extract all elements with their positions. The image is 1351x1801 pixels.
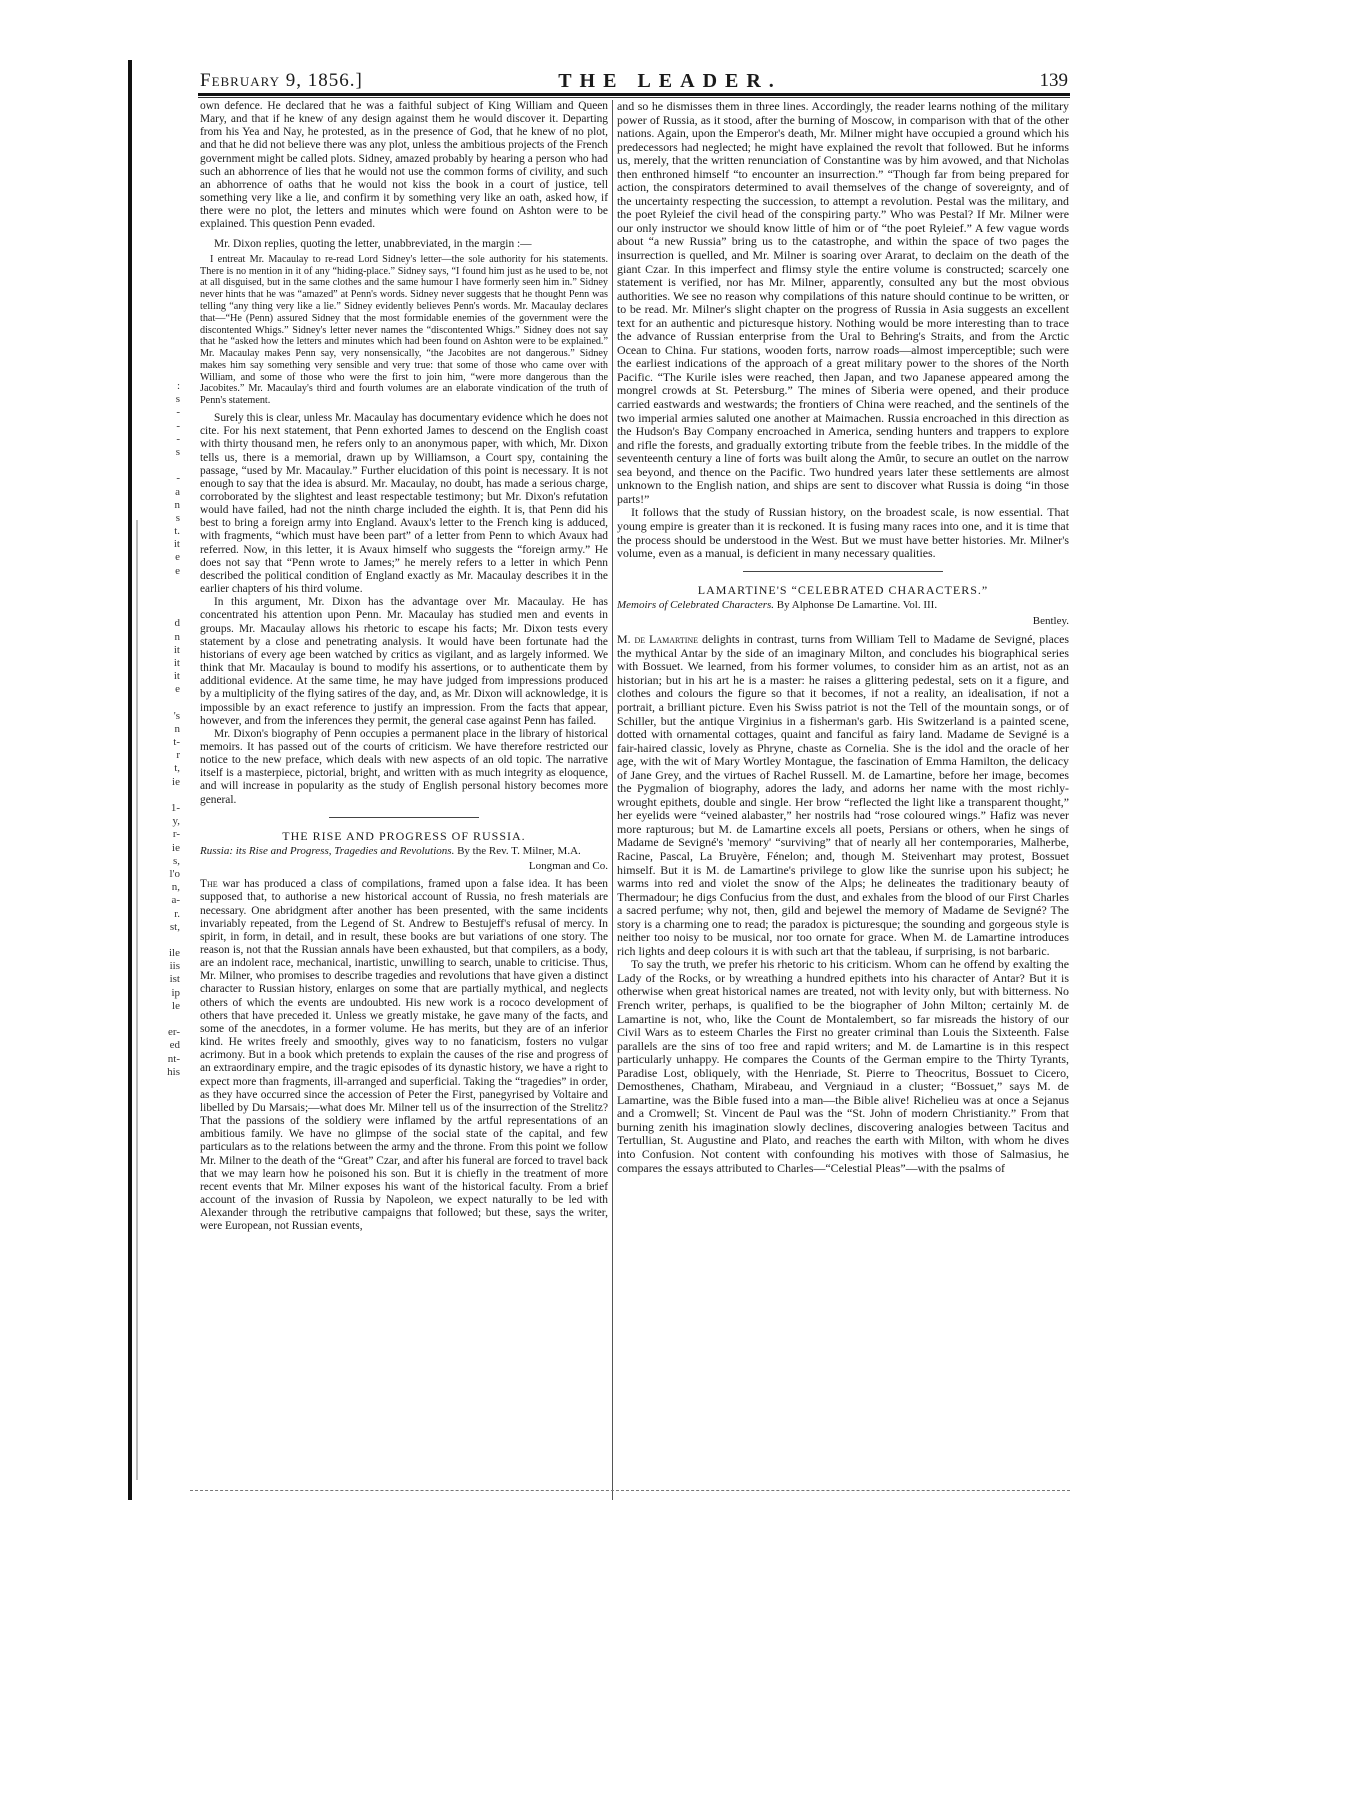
margin-fragment xyxy=(140,578,180,591)
paragraph-text: war has produced a class of compilations, framed upon a false idea. It has been supposed that, to authorise a new historical account of Russia, no fresh materials are necessary. One abridgment after another has been presented, with the same incidents invariably repeated, from the Legend of St. Andrew to Bestujeff's refusal of mercy. In spirit, in form, in detail, and in result, these books are but variations of one story. The reason is, not that the Russian annals have been exhausted, but that compilers, as a body, are an indolent race, mechanical, inartistic, unwilling to search, unable to criticise. Thus, Mr. Milner, who promises to describe tragedies and revolutions that have given a distinct character to Russian history, enlarges on some that are partially mythical, and neglects others of which the events are undoubted. His new work is a rococo development of others that have preceded it. Unless we greatly mistake, he gave many of the facts, and some of the anecdotes, in a former volume. He has merits, but they are of an inferior kind. He writes freely and smoothly, gives way to no fanaticism, fosters no vulgar acrimony. But in a book which pretends to explain the causes of the rise and progress of an extraordinary empire, and the tragic episodes of its dynastic history, we have a right to expect more than fragments, ill-arranged and superficial. Taking the “tragedies” in order, as they have occurred since the accession of Peter the First, panegyrised by Voltaire and libelled by Du Marsais;—what does Mr. Milner tell us of the insurrection of the Strelitz? That the passions of the soldiery were inflamed by the artful representations of an ambitious family. We have no glimpse of the social state of the capital, and few particulars as to the relations between the army and the throne. From this point we follow Mr. Milner to the death of the “Great” Czar, and after his funeral are forced to travel back that we may learn how he poisoned his son. But it is chiefly in the treatment of more recent events that Mr. Milner exposes his want of the historical faculty. From a brief account of the invasion of Russia by Napoleon, we expect naturally to be led with Alexander through the retributive campaigns that followed; but these, says the writer, were European, not Russian events, xyxy=(200,878,608,1233)
margin-fragment: ie xyxy=(172,775,180,788)
page-binding-edge xyxy=(128,60,132,1500)
paragraph-text: delights in contrast, turns from William Tell to Madame de Sevigné, places the mythical Antar by the side of an imaginary Milton, and concludes his biographical series with Bossuet. We learned, from his former volumes, to consider him as an artist, not as an historian; but in his art he is a master: he raises a glittering pedestal, sets on it a figure, and clothes and colours the figure so that it becomes, if not a reality, an idealisation, if not a portrait, a brilliant picture. Even his Swiss patriot is not the Tell of the mountain songs, or of Schiller, but the antique Virginius in a fisherman's garb. His Switzerland is a painted scene, dotted with ornamental cottages, quaint and fanciful as fairy land. Madame de Sevigné is a fair-haired classic, lovely as Phryne, chaste as Cornelia. She is the idol and the oracle of her age, with the wit of Mary Wortley Montague, the fascination of Emma Hamilton, the delicacy of Jane Grey, and the virtues of Rachel Russell. M. de Lamartine, before her image, becomes the Pygmalion of biography, adores the lady, and adorns her name with the most richly-wrought epithets, double and single. Her brow “reflected the light like a transparent thought,” her eyelids were “veined alabaster,” her nostrils had “rose coloured wings.” Hafiz was never more rapturous; but M. de Lamartine excels all poets, Persians or others, when he sings of Madame de Sevigné's 'memory' “surviving” that of nearly all her contemporaries, Malherbe, Racine, Pascal, La Bruyère, Fénelon; and, though M. Steivenhart may protest, Bossuet himself. But it is M. de Lamartine's privilege to glow like the sunrise upon his subject; he warms into red and violet the snow of the Alps; he delineates the traditionary beauty of Thermadour; he digs Confucius from the dust, and exhales from the blood of our First Charles a sacred perfume; why not, then, gild and bejewel the memory of Madame de Sevigné? The story is a charming one to read; the paradox is picturesque; the sounding and gorgeous style is neither too noisy to be musical, nor too ornate for grace. When M. de Lamartine introduces rich lights and deep colours it is with such art that the tableau, if surprising, is not barbaric. xyxy=(617,632,1069,958)
margin-fragment: t. xyxy=(174,525,180,538)
paragraph: To say the truth, we prefer his rhetoric to his criticism. Whom can he offend by exalting the Lady of the Rocks, or by wreathing a hundred epithets into his character of Antar? But it is otherwise when great historical names are treated, not with levity only, but with bitterness. No French writer, perhaps, is qualified to be the biographer of John Milton; certainly M. de Lamartine is not, who, like the Count de Montalembert, so far misreads the history of our Civil Wars as to esteem Charles the First no greater criminal than Louis the Sixteenth. False parallels are the sins of too free and rapid writers; and M. de Lamartine is in this respect particularly unhappy. He compares the Counts of the German empire to the Thirty Tyrants, Paradise Lost, obliquely, with the Henriade, St. Pierre to Theocritus, Bossuet to Cicero, Demosthenes, Chatham, Mirabeau, and Vergniaud in a cluster; “Bossuet,” says M. de Lamartine, was the Bible fused into a man—the Bible alive! Richelieu was at once a Sejanus and a Cromwell; St. Vincent de Paul was the “St. John of modern Christianity.” From that burning zenith his imagination slowly declines, discovering analogies between Tacitus and Tertullian, St. Augustine and Plato, and reaches the earth with Milton, with whom he dives into Confusion. Not content with confounding his motives with those of Salmasius, he compares the essays attributed to Charles—“Celestial Pleas”—with the psalms of xyxy=(617,957,1069,1175)
paragraph: In this argument, Mr. Dixon has the advantage over Mr. Macaulay. He has concentrated his attention upon Penn. Mr. Macaulay has studied men and events in groups. Mr. Macaulay allows his rhetoric to escape his facts; Mr. Dixon tests every statement by a close and penetrating analysis. It would have been fortunate had the historians of every age been watched by critics as vigilant, and as largely informed. We think that Mr. Macaulay is bound to modify his assertions, or to authenticate them by additional evidence. At the same time, he may have judged from impressions produced by a multiplicity of the flying satires of the day, and, as Mr. Dixon will acknowledge, it is impossible by an exact reference to justify an impression. From the facts that appear, however, and from the inferences they permit, the general case against Penn has failed. xyxy=(200,596,608,727)
margin-fragment xyxy=(140,1013,180,1026)
margin-fragment: r xyxy=(176,749,180,762)
margin-fragment: t, xyxy=(174,762,180,775)
margin-fragment xyxy=(140,789,180,802)
margin-fragment: it xyxy=(173,538,180,551)
margin-fragment: le xyxy=(172,999,180,1012)
margin-fragment: e xyxy=(175,564,180,577)
book-author: By Alphonse De Lamartine. Vol. III. xyxy=(776,599,938,612)
margin-fragment: - xyxy=(176,419,180,432)
book-citation xyxy=(200,845,608,858)
column-divider xyxy=(612,100,613,1500)
margin-fragment: : xyxy=(176,380,180,392)
margin-fragment: a xyxy=(175,485,180,498)
right-column xyxy=(617,100,1069,1175)
book-title: Memoirs of Celebrated Characters. xyxy=(617,599,775,612)
margin-fragment: s, xyxy=(172,854,180,867)
margin-fragment xyxy=(140,934,180,947)
margin-fragment: it xyxy=(173,656,180,669)
margin-fragment: - xyxy=(176,432,180,445)
masthead-title: THE LEADER. xyxy=(558,70,782,92)
margin-fragment: st, xyxy=(169,920,180,933)
section-rule xyxy=(743,571,943,572)
margin-fragment xyxy=(140,591,180,604)
margin-fragment: a- xyxy=(171,894,180,907)
margin-fragment: ie xyxy=(172,841,180,854)
adjacent-page-margin-fragments xyxy=(140,380,180,1079)
margin-fragment: his xyxy=(167,1065,180,1078)
margin-fragment: - xyxy=(176,472,180,485)
paragraph: and so he dismisses them in three lines. Accordingly, the reader learns nothing of the military power of Russia, as it stood, after the burning of Moscow, in comparison with that of the other nations. Again, upon the Emperor's death, Mr. Milner might have occupied a ground which his predecessors had neglected; he might have explained the revolt that followed. But he informs us, merely, that the written renunciation of Constantine was by him avowed, and that Nicholas then enthroned himself “to encounter an insurrection.” “Though far from being prepared for action, the conspirators determined to avail themselves of the change of sovereignty, and of the uncertainty respecting the succession, to attempt a revolution. Pestal was the military, and the poet Ryleief the civil head of the conspiring party.” Who was Pestal? If Mr. Milner were our only instructor we should know little of him or of “the poet Ryleief.” A few vague words about “a new Russia” bring us to the catastrophe, and within the space of two pages the insurrection is quelled, and Mr. Milner is soaring over Ararat, to declaim on the death of the giant Czar. In this imperfect and flimsy style the entire volume is constructed; scarcely one statement is verified, nor has Mr. Milner, apparently, consulted any but the most obvious authorities. We see no reason why compilations of this nature should continue to be written, or to be read. Mr. Milner's slight chapter on the progress of Russia in Asia suggests an excellent text for an authentic and picturesque history. Nothing would be more interesting than to trace the advance of Russian enterprise from the Ural to Behring's Straits, and from the Arctic Ocean to China. Fur stations, wooden forts, narrow roads—almost imperceptible; such were the earliest indications of the approach of a great military power to the shores of the North Pacific. “The Kurile isles were reached, then Japan, and two Japanese appeared among the mongrel crowds at St. Petersburg.” The mines of Siberia were opened, and their produce carried eastwards and westwards; the frontiers of China were reached, and the sentinels of the two imperial armies saluted one another at Maimachen. Russia encroached in this direction as the Hudson's Bay Company encroached in America, sending hunters and trappers to explore and rifle the forests, and gradually extorting tribute from the feeble tribes. In the middle of the seventeenth century a line of forts was built along the Amûr, to secure an outlet on the narrow sea beyond, and thence on the Pacific. Two hundred years later these settlements are almost unknown to the English nation, and ships are sent to discover what Russia is doing “in those parts!” xyxy=(617,99,1069,506)
paragraph: Surely this is clear, unless Mr. Macaulay has documentary evidence which he does not cite. For his next statement, that Penn exhorted James to descend on the English coast with thirty thousand men, he refers only to an anonymous paper, with which, Mr. Dixon tells us, there is a memorial, drawn up by Williamson, a Court spy, containing the passage, “used by Mr. Macaulay.” Further elucidation of this point is necessary. It is not enough to say that the idea is absurd. Mr. Macaulay, no doubt, has made a serious charge, corroborated by the slightest and least respectable testimony; but Mr. Dixon's refutation would have failed, had not the ninth charge included the eighth. It is, that Penn did his best to bring a foreign army into England. Avaux's letter to the French king is adduced, with fragments, “which must have been part” of a letter from Penn to which Avaux had referred. Now, in this letter, it is Avaux himself who suggests the “foreign army.” He does not say that “Penn wrote to James;” he merely refers to a letter in which Penn described the political condition of England exactly as Mr. Macaulay describes it in the earlier chapters of his third volume. xyxy=(200,412,608,596)
header-rule-thin xyxy=(198,97,1070,98)
section-rule xyxy=(329,817,479,818)
margin-fragment xyxy=(140,459,180,472)
margin-fragment: y, xyxy=(172,815,180,828)
page-number: 139 xyxy=(1039,70,1068,91)
article-heading-russia: THE RISE AND PROGRESS OF RUSSIA. xyxy=(282,828,526,843)
margin-fragment xyxy=(140,697,180,710)
margin-fragment: iis xyxy=(169,960,180,973)
margin-fragment: l'o xyxy=(169,867,180,880)
margin-fragment: n xyxy=(174,722,180,735)
paragraph: Mr. Dixon's biography of Penn occupies a permanent place in the library of historical memoirs. It has passed out of the courts of criticism. We have therefore restricted our notice to the new preface, which deals with new aspects of an old topic. The narrative itself is a masterpiece, pictorial, bright, and written with as much integrity as eloquence, and will increase in popularity as the study of English personal history becomes more general. xyxy=(200,727,608,806)
margin-fragment: r- xyxy=(172,828,180,841)
margin-fragment: 's xyxy=(173,709,180,722)
margin-fragment: n, xyxy=(171,881,180,894)
book-publisher: Longman and Co. xyxy=(528,860,608,873)
margin-fragment: s xyxy=(175,393,180,406)
margin-fragment: s xyxy=(175,445,180,458)
issue-date: February 9, 1856.] xyxy=(200,70,363,91)
margin-fragment: ile xyxy=(169,947,180,960)
lead-word: The xyxy=(200,878,218,891)
article-heading-lamartine: LAMARTINE'S “CELEBRATED CHARACTERS.” xyxy=(697,582,989,597)
margin-fragment: d xyxy=(174,617,180,630)
quote-text: I entreat Mr. Macaulay to re-read Lord Sidney's letter—the sole authority for his statements. There is no mention in it of any “hiding-place.” Sidney says, “I found him just as he used to be, not at all disguised, but in the same clothes and the same humour I have formerly seen him in.” Sidney never hints that he was “amazed” at Penn's words. Sidney never suggests that he thought Penn was telling “any thing very like a lie.” Sidney evidently believes Penn's words. Mr. Macaulay declares that—“He (Penn) assured Sidney that the most formidable enemies of the government were the discontented Whigs.” Sidney's letter never names the “discontented Whigs.” Sidney does not say that he “asked how the letters and minutes which had been found on Ashton were to be explained.” Mr. Macaulay makes Penn say, very nonsensically, “the Jacobites are not dangerous.” Sidney makes him say something very sensible and very true: that some of those who came over with William, and some of those who were the first to join him, “were more dangerous than the Jacobites.” Mr. Macaulay's third and fourth volumes are an elaborate vindication of the truth of Penn's statement. xyxy=(200,253,608,407)
left-column xyxy=(200,100,608,1233)
header-rule xyxy=(198,93,1070,96)
margin-fragment: er- xyxy=(168,1026,180,1039)
margin-fragment: - xyxy=(176,406,180,419)
paragraph: Mr. Dixon replies, quoting the letter, unabbreviated, in the margin :— xyxy=(214,237,532,250)
book-publisher: Bentley. xyxy=(1032,614,1069,627)
margin-fragment: ist xyxy=(169,973,180,986)
book-citation xyxy=(617,599,1069,613)
paragraph xyxy=(200,878,608,1233)
margin-fragment xyxy=(140,604,180,617)
margin-fragment: n xyxy=(174,630,180,643)
margin-fragment: it xyxy=(173,643,180,656)
paragraph xyxy=(617,633,1069,958)
margin-fragment: ed xyxy=(169,1039,180,1052)
margin-fragment: nt- xyxy=(167,1052,180,1065)
margin-fragment: e xyxy=(175,551,180,564)
book-author: By the Rev. T. Milner, M.A. xyxy=(457,844,581,857)
page-binding-shadow xyxy=(136,520,138,1480)
margin-fragment: 1- xyxy=(170,802,180,814)
book-title: Russia: its Rise and Progress, Tragedies and Revolutions. xyxy=(200,844,455,857)
bottom-edge-marks xyxy=(190,1490,1070,1493)
paragraph: own defence. He declared that he was a faithful subject of King William and Queen Mary, and that if he knew of any design against them he would discover it. Departing from his Yea and Nay, he protested, as in the presence of God, that he knew of no plot, and that he did not believe there was any plot, unless the ambitious projects of the French government might be called plots. Sidney, amazed probably by hearing a person who had such an abhorrence of lies that he would not use the common forms of civility, and such an abhorrence of oaths that he would not kiss the book in a court of justice, tell something very like a lie, and confirm it by something very like an oath, asked how, if there were no plot, the letters and minutes which were found on Ashton were to be explained. This question Penn evaded. xyxy=(200,100,608,231)
margin-fragment: it xyxy=(173,670,180,683)
margin-fragment: e xyxy=(175,683,180,696)
margin-fragment: s xyxy=(175,511,180,524)
margin-fragment: n xyxy=(174,498,180,511)
paragraph: It follows that the study of Russian history, on the broadest scale, is now essential. That young empire is greater than it is reckoned. It is fusing many races into one, and it is time that the process should be understood in the West. But we must have better histories. Mr. Milner's volume, even as a manual, is deficient in many necessary qualities. xyxy=(617,505,1069,561)
margin-fragment: r. xyxy=(174,907,180,920)
margin-fragment: t- xyxy=(173,736,180,749)
block-quote xyxy=(200,254,608,407)
margin-fragment: ip xyxy=(171,986,180,999)
lead-word: M. de Lamartine xyxy=(617,632,699,647)
